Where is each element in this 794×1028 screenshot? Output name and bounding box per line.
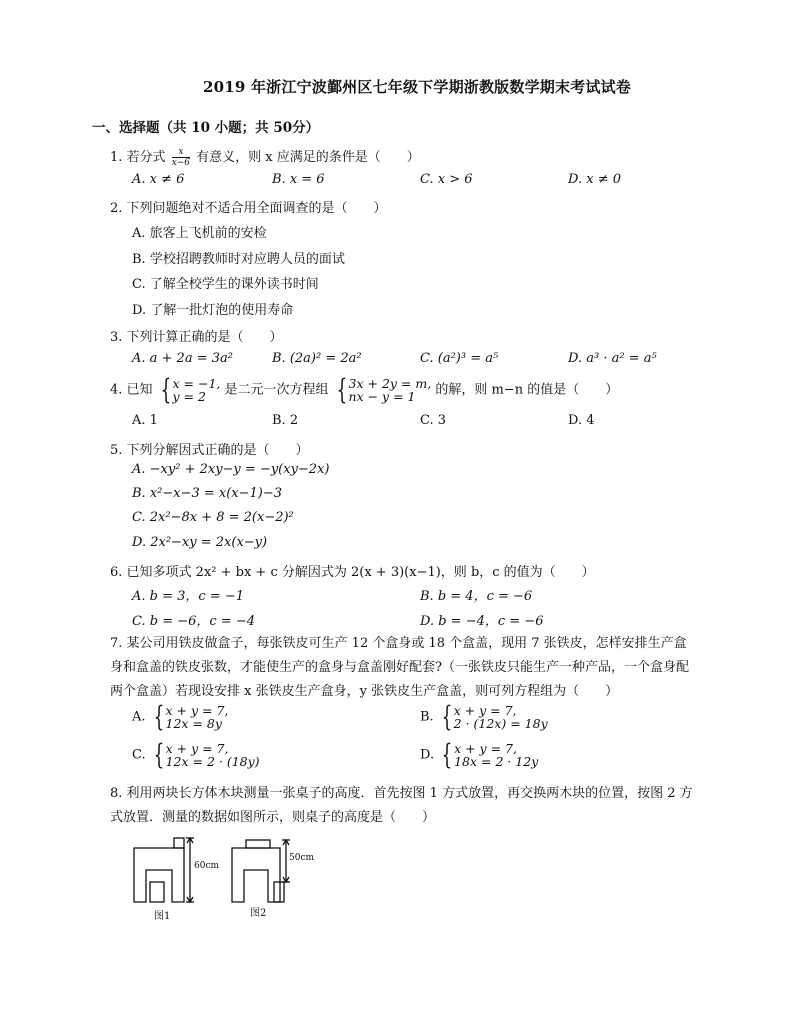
figure-2 xyxy=(232,840,290,902)
q4-option-b[interactable]: B. 2 xyxy=(272,413,299,428)
system-line: x + y = 7, xyxy=(165,741,229,756)
q6-option-a[interactable]: A. b = 3，c = −1 xyxy=(132,589,245,604)
q7-option-c[interactable] xyxy=(132,738,260,771)
option-label: D. xyxy=(420,747,435,763)
system-line: 18x = 2 · 12y xyxy=(454,754,539,769)
option-label: C. xyxy=(132,747,146,763)
question-1-fraction xyxy=(172,147,190,168)
system-line: x + y = 7, xyxy=(454,741,517,756)
question-4-prefix: 4. 已知 xyxy=(110,382,153,398)
question-2: 2. 下列问题绝对不适合用全面调查的是（ ） xyxy=(110,201,387,216)
question-4 xyxy=(110,373,619,406)
solution-system xyxy=(157,373,221,406)
question-3: 3. 下列计算正确的是（ ） xyxy=(110,330,283,345)
option-label: A. xyxy=(132,709,146,725)
q1-option-c[interactable]: C. x > 6 xyxy=(420,172,473,187)
question-7: 7. 某公司用铁皮做盒子，每张铁皮可生产 12 个盒身或 18 个盒盖，现用 7 张铁皮，怎样安排生产盒身和盒盖的铁皮张数，才能使生产的盒身与盒盖刚好配套?（一张铁皮只能生产一种产品，一个盒身配两个盒盖）若现设安排 x 张铁皮生产盒身，y 张铁皮生产盒盖，则可列方程组为（ ） xyxy=(110,636,689,699)
q6-option-c[interactable]: C. b = −6，c = −4 xyxy=(132,614,255,629)
fig2-measure-label: 50cm xyxy=(289,853,315,863)
q5-option-a[interactable]: A. −xy² + 2xy−y = −y(xy−2x) xyxy=(132,462,330,477)
block-on-floor xyxy=(150,882,164,902)
q7-option-a[interactable] xyxy=(132,700,229,733)
q6-option-b[interactable]: B. b = 4，c = −6 xyxy=(420,589,533,604)
q1-option-b[interactable]: B. x = 6 xyxy=(272,172,325,187)
q3-option-b[interactable]: B. (2a)² = 2a² xyxy=(272,351,362,366)
q7-option-d[interactable] xyxy=(420,738,539,771)
q4-option-d[interactable]: D. 4 xyxy=(568,413,595,428)
system-line: 12x = 8y xyxy=(165,716,222,731)
block-on-table xyxy=(174,838,184,848)
q5-option-d[interactable]: D. 2x²−xy = 2x(x−y) xyxy=(132,535,268,550)
system-line: x + y = 7, xyxy=(453,703,517,718)
table-shape xyxy=(232,848,280,902)
question-5: 5. 下列分解因式正确的是（ ） xyxy=(110,443,309,458)
q4-option-c[interactable]: C. 3 xyxy=(420,413,447,428)
fraction-numerator: x xyxy=(172,147,190,158)
brace-icon: { xyxy=(336,373,347,406)
table-shape xyxy=(134,848,184,902)
question-4-suffix: 的解，则 m−n 的值是（ ） xyxy=(435,382,619,398)
system-line: x + y = 7, xyxy=(165,703,229,718)
q3-option-c[interactable]: C. (a²)³ = a⁵ xyxy=(420,351,499,366)
system-line: y = 2 xyxy=(172,389,206,404)
block-on-table xyxy=(246,840,270,848)
question-1-prefix: 1. 若分式 xyxy=(110,150,166,165)
q2-option-d[interactable]: D. 了解一批灯泡的使用寿命 xyxy=(132,303,294,318)
figure-1 xyxy=(134,838,194,902)
q2-option-b[interactable]: B. 学校招聘教师时对应聘人员的面试 xyxy=(132,252,345,267)
fraction-denominator: x−6 xyxy=(171,158,191,168)
table-measure-figure xyxy=(128,830,315,925)
fig2-caption: 图2 xyxy=(250,908,267,919)
q3-option-d[interactable]: D. a³ · a² = a⁵ xyxy=(568,351,657,366)
system-line: 12x = 2 · (18y) xyxy=(165,754,260,769)
question-1 xyxy=(110,146,420,168)
q5-option-b[interactable]: B. x²−x−3 = x(x−1)−3 xyxy=(132,486,283,501)
block-on-floor xyxy=(274,882,284,902)
brace-icon: { xyxy=(153,700,164,733)
q1-option-a[interactable]: A. x ≠ 6 xyxy=(132,172,185,187)
q7-option-b[interactable] xyxy=(420,700,548,733)
brace-icon: { xyxy=(441,700,453,733)
q2-option-a[interactable]: A. 旅客上飞机前的安检 xyxy=(132,226,267,241)
question-8: 8. 利用两块长方体木块测量一张桌子的高度．首先按图 1 方式放置，再交换两木块的位置，按图 2 方式放置．测量的数据如图所示，则桌子的高度是（ ） xyxy=(110,786,693,825)
q5-option-c[interactable]: C. 2x²−8x + 8 = 2(x−2)² xyxy=(132,510,294,525)
brace-icon: { xyxy=(160,373,171,406)
fig1-measure-label: 60cm xyxy=(194,861,220,871)
q4-option-a[interactable]: A. 1 xyxy=(132,413,158,428)
q6-option-d[interactable]: D. b = −4，c = −6 xyxy=(420,614,544,629)
fig1-caption: 图1 xyxy=(154,911,171,922)
question-1-suffix: 有意义，则 x 应满足的条件是（ ） xyxy=(196,150,420,165)
equation-system xyxy=(333,373,432,406)
question-4-middle: 是二元一次方程组 xyxy=(224,382,329,398)
option-label: B. xyxy=(420,709,434,725)
system-line: 2 · (12x) = 18y xyxy=(453,716,548,731)
page-title: 2019 年浙江宁波鄞州区七年级下学期浙教版数学期末考试试卷 xyxy=(203,78,631,96)
system-line: nx − y = 1 xyxy=(348,389,416,404)
q2-option-c[interactable]: C. 了解全校学生的课外读书时间 xyxy=(132,277,319,292)
brace-icon: { xyxy=(441,738,453,771)
system-line: x = −1, xyxy=(172,376,221,391)
section-heading: 一、选择题（共 10 小题；共 50分） xyxy=(92,120,320,136)
system-line: 3x + 2y = m, xyxy=(348,376,432,391)
question-6: 6. 已知多项式 2x² + bx + c 分解因式为 2(x + 3)(x−1)，则 b，c 的值为（ ） xyxy=(110,565,595,580)
q3-option-a[interactable]: A. a + 2a = 3a² xyxy=(132,351,233,366)
brace-icon: { xyxy=(153,738,165,771)
q1-option-d[interactable]: D. x ≠ 0 xyxy=(568,172,621,187)
